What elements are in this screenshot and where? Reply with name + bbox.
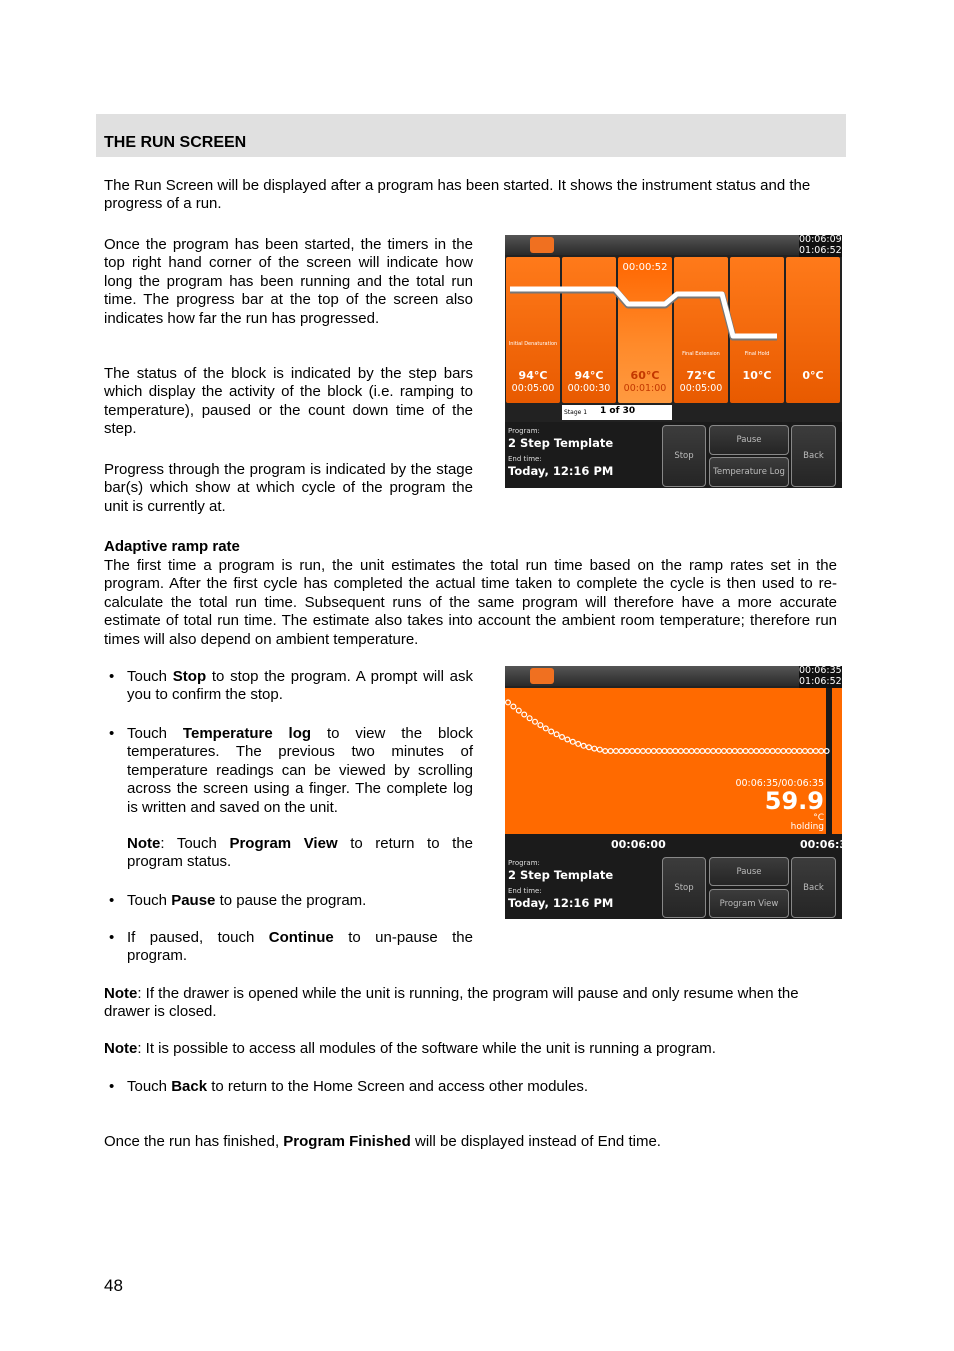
temperature-reading-dot [819,749,824,754]
step-label: Final Hold [744,351,770,357]
program-view-button[interactable]: Program View [709,889,789,918]
temperature-reading-dot [673,749,678,754]
step-label: Initial Denaturation [508,341,558,347]
intro-paragraph: The Run Screen will be displayed after a program has been started. It shows the instrument status and the progress of a run. [104,177,811,213]
step-temp: 72°C [686,369,716,382]
temperature-reading-dot [705,749,710,754]
temperature-reading-dot [603,749,608,754]
progress-paragraph: Progress through the program is indicated by the stage bar(s) which show at which cycle of the program the unit is currently at. [104,461,473,515]
note-drawer: Note: If the drawer is opened while the unit is running, the program will pause and only resume when the drawer is closed. [104,985,799,1021]
stop-button[interactable]: Stop [662,857,706,918]
temperature-reading-dot [533,719,538,724]
temperature-reading-dot [576,742,581,747]
temperature-reading-dot [776,749,781,754]
temperature-reading-dot [570,739,575,744]
current-temperature: 59.9 [764,787,824,815]
total-time: 01:06:52 [799,675,842,687]
elapsed-time: 00:06:09 [799,234,842,245]
step-temp: 0°C [802,369,824,382]
temperature-reading-dot [657,749,662,754]
temperature-reading-dot [560,735,565,740]
temperature-reading-dot [781,749,786,754]
temperature-reading-dot [549,729,554,734]
temperature-reading-dot [722,749,727,754]
end-time-label: End time: [508,887,542,895]
temperature-reading-dot [749,749,754,754]
pause-button[interactable]: Pause [709,857,789,886]
temperature-unit: °C [813,813,824,823]
step-duration: 00:05:00 [511,383,555,394]
step-temp: 60°C [630,369,660,382]
temperature-reading-dot [619,749,624,754]
temperature-reading-dot [754,749,759,754]
temperature-reading-dot [770,749,775,754]
temperature-reading-dot [743,749,748,754]
temperature-reading-dot [651,749,656,754]
pause-button[interactable]: Pause [709,425,789,455]
temperature-reading-dot [824,749,829,754]
temperature-reading-dot [581,743,586,748]
step-temp: 10°C [742,369,772,382]
temperature-reading-dot [554,732,559,737]
elapsed-time: 00:06:35 [799,665,842,676]
page-number: 48 [104,1276,123,1295]
temperature-reading-dot [716,749,721,754]
bullet-pause: • Touch Pause to pause the program. [109,892,367,909]
temperature-reading-dot [813,749,818,754]
temperature-reading-dot [506,700,511,705]
temperature-reading-dot [738,749,743,754]
time-axis [505,834,848,854]
end-time: Today, 12:16 PM [508,464,614,478]
run-screen-temperature-log [505,665,848,919]
program-finished-paragraph: Once the run has finished, Program Finished will be displayed instead of End time. [104,1133,661,1150]
step-countdown: 00:00:52 [622,262,668,273]
temperature-log-button[interactable]: Temperature Log [709,457,789,487]
cycle-counter: 1 of 30 [600,406,636,416]
step-temp: 94°C [574,369,604,382]
log-time: 00:06:35/00:06:35 [735,778,824,789]
temperature-reading-dot [527,716,532,721]
end-time: Today, 12:16 PM [508,896,614,910]
temperature-reading-dot [797,749,802,754]
temperature-reading-dot [678,749,683,754]
temperature-reading-dot [786,749,791,754]
temperature-reading-dot [700,749,705,754]
step-duration: 00:00:30 [567,383,611,394]
temperature-reading-dot [765,749,770,754]
progress-knob [530,668,554,684]
bullet-back: • Touch Back to return to the Home Screen and access other modules. [109,1078,589,1095]
temperature-reading-dot [630,749,635,754]
temperature-reading-dot [538,723,543,728]
temperature-reading-dot [759,749,764,754]
temperature-reading-dot [565,737,570,742]
adaptive-body: The first time a program is run, the unit estimates the total run time based on the ramp rates set in the program. After the first cycle has completed the actual time taken to complete the cycle is then used to re-calculate the total run time. Subsequent runs of the same program will therefore have a more accurate estimate of total run time. The estimate also takes into account the ambient room temperature; therefore run times will also depend on ambient temperature. [104,557,837,648]
temperature-reading-dot [608,749,613,754]
temperature-reading-dot [635,749,640,754]
end-time-label: End time: [508,455,542,463]
temperature-reading-dot [511,704,516,709]
run-screen-program-view [505,235,842,488]
stop-button[interactable]: Stop [662,425,706,487]
bullet-continue: • If paused, touch Continue to un-pause the program. [109,929,473,965]
temperature-reading-dot [587,745,592,750]
back-button[interactable]: Back [791,425,836,487]
temperature-reading-dot [614,749,619,754]
temperature-reading-dot [803,749,808,754]
temperature-reading-dot [711,749,716,754]
status-paragraph: The status of the block is indicated by the step bars which display the activity of the block (i.e. ramping to temperature), paused or the count down time of the step. [104,365,473,438]
adaptive-heading: Adaptive ramp rate [104,538,240,555]
bullet-stop: • Touch Stop to stop the program. A prompt will ask you to confirm the stop. [109,668,473,704]
temperature-reading-dot [695,749,700,754]
block-state: holding [790,822,824,832]
bottom-panel [505,422,842,488]
program-label: Program: [508,859,540,867]
program-name: 2 Step Template [508,868,614,882]
timer-display [799,666,842,688]
temperature-reading-dot [522,712,527,717]
temperature-reading-dot [732,749,737,754]
program-label: Program: [508,427,540,435]
bottom-panel [505,854,842,919]
axis-label-left: 00:06:00 [611,838,666,851]
program-name: 2 Step Template [508,436,614,450]
note-modules: Note: It is possible to access all modules of the software while the unit is running a program. [104,1040,716,1057]
note-program-view: Note: Touch Program View to return to the program status. [127,835,474,871]
back-button[interactable]: Back [791,857,836,918]
section-title: THE RUN SCREEN [104,134,247,151]
timers-paragraph: Once the program has been started, the timers in the top right hand corner of the screen will indicate how long the program has been running and the total run time. The progress bar at the top of the screen also indicates how far the run has progressed. [104,236,473,327]
progress-bar [505,666,842,686]
step-temp: 94°C [518,369,548,382]
stage-label: Stage 1 [564,409,588,416]
temperature-reading-dot [727,749,732,754]
axis-label-right: 00:06:3 [800,838,848,851]
temperature-reading-dot [641,749,646,754]
temperature-reading-dot [668,749,673,754]
temperature-reading-dot [592,746,597,751]
temperature-reading-dot [684,749,689,754]
step-duration: 00:01:00 [623,383,667,394]
temperature-reading-dot [516,708,521,713]
temperature-reading-dot [646,749,651,754]
temperature-log-plot[interactable] [505,688,842,834]
total-time: 01:06:52 [799,244,842,256]
temperature-reading-dot [662,749,667,754]
step-label: Final Extension [682,351,720,357]
stage-bar [562,405,672,420]
temperature-reading-dot [597,747,602,752]
temperature-reading-dot [543,726,548,731]
step-duration: 00:05:00 [679,383,723,394]
temperature-reading-dot [792,749,797,754]
temperature-reading-dot [808,749,813,754]
temperature-reading-dot [624,749,629,754]
bullet-temperature-log: • Touch Temperature log to view the block temperatures. The previous two minutes of temperature readings can be viewed by scrolling across the screen using a finger. The complete log is written and saved on the unit. [109,725,473,816]
temperature-reading-dot [689,749,694,754]
